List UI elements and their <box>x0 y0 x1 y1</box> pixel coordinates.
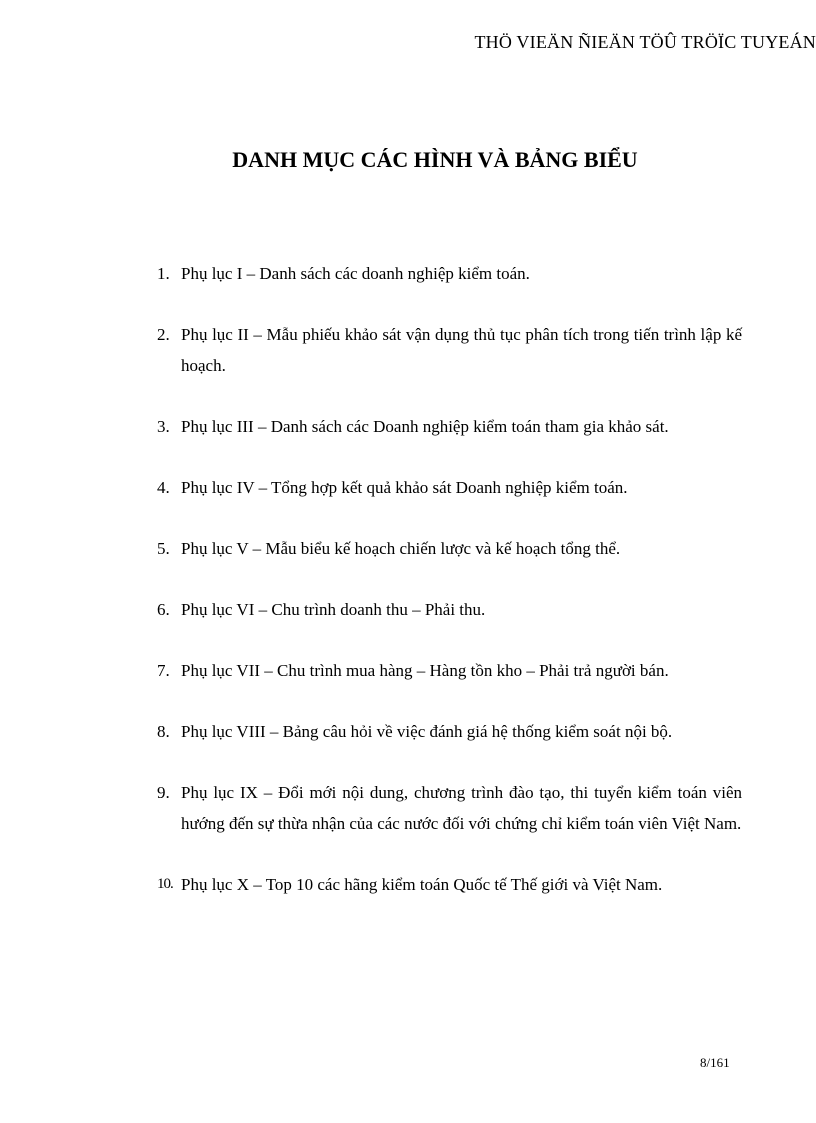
list-item <box>157 716 742 747</box>
page-number: 8/161 <box>700 1055 730 1070</box>
list-item-text: Phụ lục III – Danh sách các Doanh nghiệp kiểm toán tham gia khảo sát. <box>181 417 669 436</box>
list-item-text: Phụ lục X – Top 10 các hãng kiểm toán Quốc tế Thế giới và Việt Nam. <box>181 875 663 894</box>
list-item-number: 8. <box>157 722 170 741</box>
list-item-text: Phụ lục II – Mẫu phiếu khảo sát vận dụng thủ tục phân tích trong tiến trình lập kế hoạch. <box>181 325 742 375</box>
list-item-text: Phụ lục V – Mẫu biểu kế hoạch chiến lược và kế hoạch tổng thể. <box>181 539 621 558</box>
list-item-number: 6. <box>157 600 170 619</box>
list-item-text: Phụ lục I – Danh sách các doanh nghiệp kiểm toán. <box>181 264 530 283</box>
list-item-text: Phụ lục IX – Đổi mới nội dung, chương trình đào tạo, thi tuyển kiểm toán viên hướng đến sự thừa nhận của các nước đối với chứng chỉ kiểm toán viên Việt Nam. <box>181 783 742 833</box>
list-item <box>157 258 742 289</box>
list-item-text: Phụ lục VI – Chu trình doanh thu – Phải thu. <box>181 600 486 619</box>
list-item-number: 1. <box>157 264 170 283</box>
list-item-text: Phụ lục IV – Tổng hợp kết quả khảo sát Doanh nghiệp kiểm toán. <box>181 478 628 497</box>
list-item <box>157 411 742 442</box>
list-item-number: 7. <box>157 661 170 680</box>
list-item-number: 5. <box>157 539 170 558</box>
list-item-text: Phụ lục VIII – Bảng câu hỏi về việc đánh giá hệ thống kiểm soát nội bộ. <box>181 722 673 741</box>
list-item <box>157 594 742 625</box>
list-item-number: 9. <box>157 783 170 802</box>
list-item <box>157 777 742 839</box>
running-header: THÖ VIEÄN ÑIEÄN TÖÛ TRÖÏC TUYEÁN <box>474 32 816 52</box>
list-item-number: 10. <box>157 876 173 892</box>
list-item <box>157 655 742 686</box>
list-item <box>157 319 742 381</box>
list-item <box>157 533 742 564</box>
list-item <box>157 472 742 503</box>
list-item-number: 3. <box>157 417 170 436</box>
page-title: DANH MỤC CÁC HÌNH VÀ BẢNG BIỂU <box>232 147 638 172</box>
list-item-number: 4. <box>157 478 170 497</box>
list-item-text: Phụ lục VII – Chu trình mua hàng – Hàng tồn kho – Phải trả người bán. <box>181 661 669 680</box>
list-item-number: 2. <box>157 325 170 344</box>
list-item <box>157 869 742 900</box>
appendix-list <box>157 258 742 930</box>
